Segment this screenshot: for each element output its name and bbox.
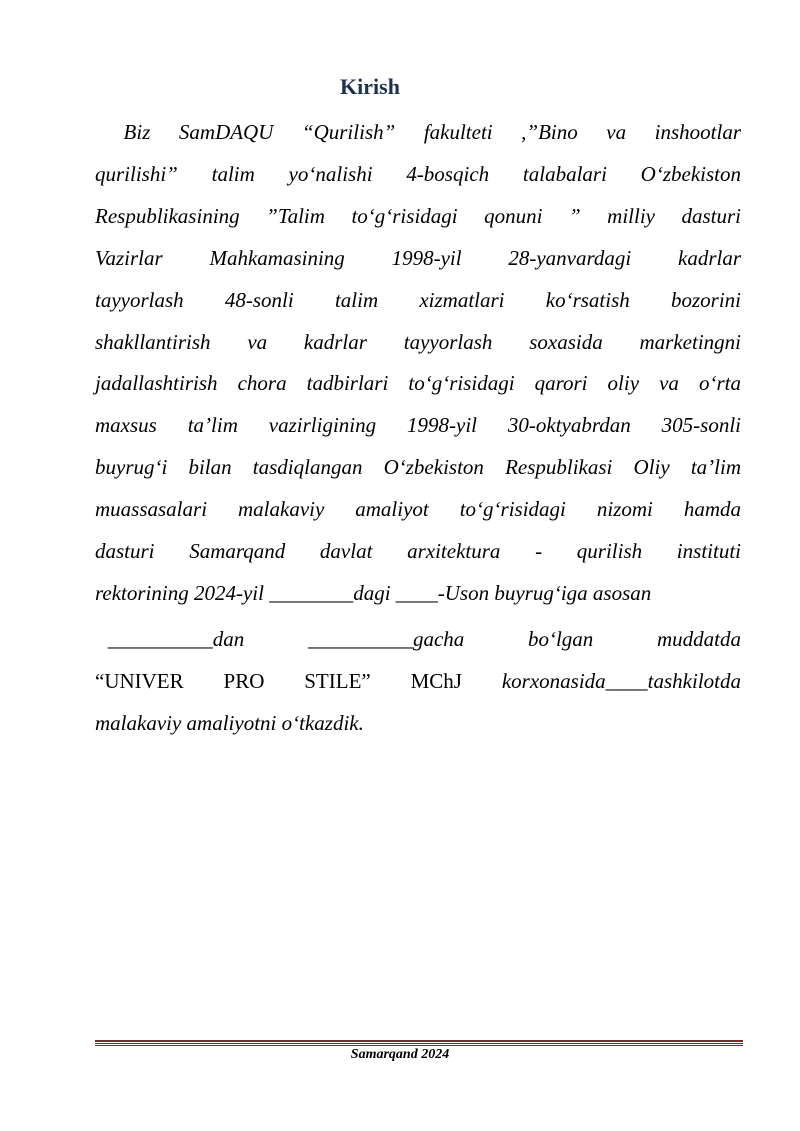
- paragraph-line: qurilishi” talim yo‘nalishi 4-bosqich talabalari O‘zbekiston: [95, 161, 741, 186]
- paragraph-line: jadallashtirish chora tadbirlari to‘g‘risidagi qarori oliy va o‘rta: [95, 371, 741, 396]
- paragraph-line: shakllantirish va kadrlar tayyorlash soxasida marketingni: [95, 329, 741, 354]
- paragraph-line: __________dan __________gacha bo‘lgan muddatda: [95, 627, 741, 651]
- paragraph-line: rektorining 2024-yil ________dagi ____-Uson buyrug‘iga asosan: [95, 580, 652, 605]
- intro-paragraph: [95, 112, 741, 615]
- footer-divider: [95, 1040, 743, 1046]
- footer-place-year: Samarqand 2024: [350, 1047, 450, 1062]
- company-name: “UNIVER PRO STILE” MChJ: [95, 669, 502, 693]
- paragraph-line: [95, 660, 741, 702]
- paragraph-line: muassasalari malakaviy amaliyot to‘g‘risidagi nizomi hamda: [95, 497, 741, 522]
- internship-paragraph: [95, 618, 741, 744]
- paragraph-line: malakaviy amaliyotni o‘tkazdik.: [95, 711, 364, 735]
- paragraph-fragment: korxonasida____tashkilotda: [501, 669, 741, 693]
- section-heading: Kirish: [340, 74, 400, 99]
- paragraph-line: Biz SamDAQU “Qurilish” fakulteti ,”Bino va inshootlar: [95, 120, 741, 144]
- paragraph-line: Vazirlar Mahkamasining 1998-yil 28-yanvardagi kadrlar: [95, 245, 741, 270]
- paragraph-line: tayyorlash 48-sonli talim xizmatlari ko‘rsatish bozorini: [95, 287, 741, 312]
- paragraph-line: Respublikasining ”Talim to‘g‘risidagi qonuni ” milliy dasturi: [95, 203, 741, 228]
- paragraph-line: dasturi Samarqand davlat arxitektura - qurilish instituti: [95, 539, 741, 564]
- paragraph-line: buyrug‘i bilan tasdiqlangan O‘zbekiston Respublikasi Oliy ta’lim: [95, 455, 741, 480]
- paragraph-line: maxsus ta’lim vazirligining 1998-yil 30-oktyabrdan 305-sonli: [95, 413, 741, 438]
